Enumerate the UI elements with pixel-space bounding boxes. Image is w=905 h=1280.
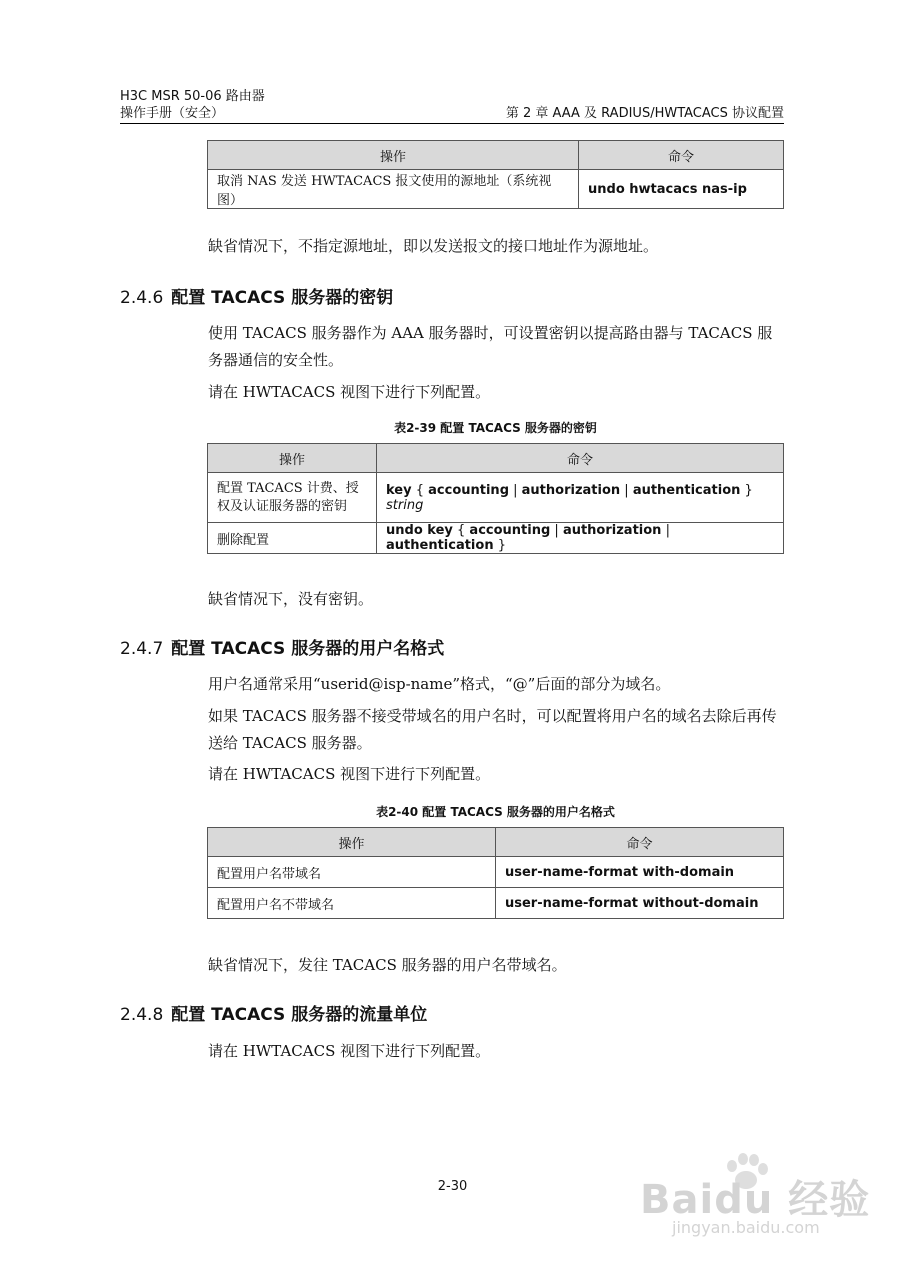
paragraph: 使用 TACACS 服务器作为 AAA 服务器时，可设置密钥以提高路由器与 TACACS 服务器通信的安全性。: [208, 324, 773, 369]
section-title: 配置 TACACS 服务器的用户名格式: [171, 639, 445, 659]
cmd-separator: |: [620, 482, 633, 498]
page-number: 2-30: [437, 1179, 468, 1194]
cell-command: user-name-format with-domain: [496, 857, 784, 888]
column-header-command: 命令: [377, 444, 784, 473]
table-row: [208, 523, 784, 554]
cmd-keyword: undo key: [386, 523, 453, 538]
column-header-operation: 操作: [208, 828, 496, 857]
cmd-separator: |: [550, 523, 563, 538]
cmd-brace-close: }: [493, 538, 506, 553]
cmd-brace-open: {: [411, 482, 429, 498]
table-key-config: [207, 443, 784, 554]
section-heading-2-4-8: [120, 1000, 427, 1025]
table-row: [208, 170, 784, 209]
cell-operation: 配置 TACACS 计费、授权及认证服务器的密钥: [208, 473, 377, 523]
cmd-argument: string: [386, 497, 424, 513]
header-rule: [120, 123, 784, 124]
paragraph: 如果 TACACS 服务器不接受带域名的用户名时，可以配置将用户名的域名去除后再传送给 TACACS 服务器。: [208, 707, 777, 752]
section-title: 配置 TACACS 服务器的流量单位: [171, 1005, 428, 1025]
section-heading-2-4-7: [120, 634, 444, 659]
cmd-brace-open: {: [452, 523, 470, 538]
paragraph: 用户名通常采用“userid@isp-name”格式，“@”后面的部分为域名。: [208, 675, 671, 693]
table-row: [208, 473, 784, 523]
cell-operation: 配置用户名不带域名: [208, 888, 496, 919]
cell-operation: 取消 NAS 发送 HWTACACS 报文使用的源地址（系统视图）: [208, 170, 579, 209]
column-header-operation: 操作: [208, 141, 579, 170]
paragraph: 请在 HWTACACS 视图下进行下列配置。: [208, 383, 491, 401]
section-number: 2.4.7: [120, 639, 164, 659]
table-caption: 表2-39 配置 TACACS 服务器的密钥: [394, 421, 597, 435]
watermark-url: jingyan.baidu.com: [672, 1218, 820, 1237]
cell-command: user-name-format without-domain: [496, 888, 784, 919]
cmd-keyword: accounting: [469, 523, 551, 538]
cell-command: [377, 473, 784, 523]
paragraph: 请在 HWTACACS 视图下进行下列配置。: [208, 1042, 491, 1060]
column-header-command: 命令: [579, 141, 784, 170]
section-heading-2-4-6: [120, 283, 393, 308]
cmd-brace-close: }: [740, 482, 753, 498]
header-chapter: 第 2 章 AAA 及 RADIUS/HWTACACS 协议配置: [505, 106, 784, 121]
table-row: [208, 888, 784, 919]
cmd-keyword: authentication: [386, 538, 494, 553]
section-number: 2.4.8: [120, 1005, 164, 1025]
cmd-separator: |: [509, 482, 522, 498]
note-key: 缺省情况下，没有密钥。: [208, 590, 374, 608]
header-product: H3C MSR 50-06 路由器: [120, 89, 265, 104]
column-header-command: 命令: [496, 828, 784, 857]
table-username-format: [207, 827, 784, 919]
cmd-keyword: authorization: [562, 523, 662, 538]
table-source-address: [207, 140, 784, 209]
cmd-keyword: authorization: [521, 482, 621, 498]
cmd-keyword: accounting: [428, 482, 509, 498]
section-title: 配置 TACACS 服务器的密钥: [171, 288, 394, 308]
cmd-separator: |: [661, 523, 670, 538]
watermark-logo: Baidu 经验: [640, 1177, 871, 1223]
cmd-keyword: authentication: [632, 482, 741, 498]
cell-operation: 删除配置: [208, 523, 377, 554]
section-number: 2.4.6: [120, 288, 164, 308]
cmd-keyword: key: [386, 482, 412, 498]
cell-operation: 配置用户名带域名: [208, 857, 496, 888]
paragraph: 请在 HWTACACS 视图下进行下列配置。: [208, 765, 491, 783]
header-manual: 操作手册（安全）: [120, 106, 225, 121]
note-source-address: 缺省情况下，不指定源地址，即以发送报文的接口地址作为源地址。: [208, 237, 659, 255]
cell-command: [377, 523, 784, 554]
table-row: [208, 857, 784, 888]
note-username: 缺省情况下，发往 TACACS 服务器的用户名带域名。: [208, 956, 567, 974]
table-caption: 表2-40 配置 TACACS 服务器的用户名格式: [376, 805, 615, 819]
cell-command: undo hwtacacs nas-ip: [579, 170, 784, 209]
column-header-operation: 操作: [208, 444, 377, 473]
